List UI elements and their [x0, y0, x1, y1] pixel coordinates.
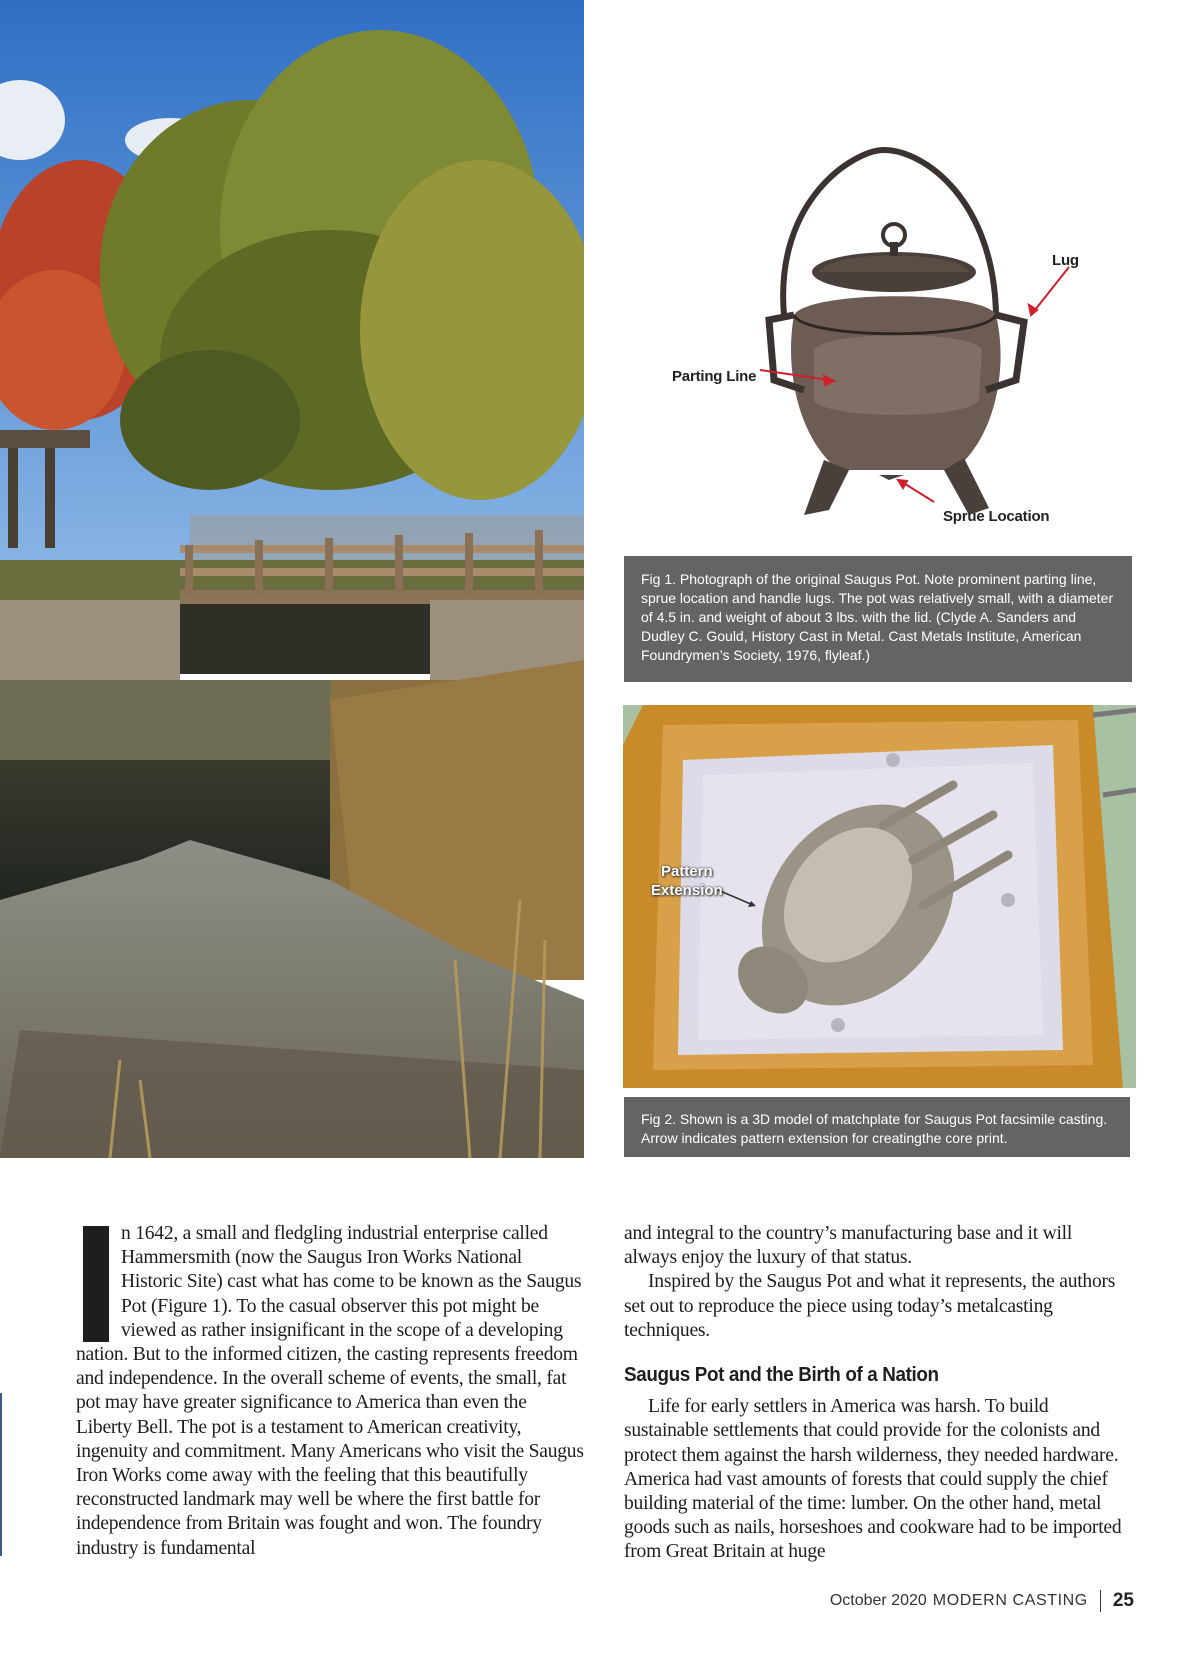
landscape-photo: [0, 0, 584, 1158]
article-paragraph: n 1642, a small and fledgling industrial enterprise called Hammersmith (now the Saugus Iron Works National Historic Site) cast what has come to be known as the Saugus Pot (Figure 1). To the casual observer this pot might be viewed as rather insignificant in the scope of a developing nation. But to the informed citizen, the casting represents freedom and independence. In the overall scheme of events, the small, fat pot may have greater significance to America than even the Liberty Bell. The pot is a testament to American creativity, ingenuity and commitment. Many Americans who visit the Saugus Iron Works come away with the feeling that this beautifully reconstructed landmark may well be where the first battle for independence from Britain was fought and won. The foundry industry is fundamental: [76, 1223, 584, 1559]
article-paragraph: Inspired by the Saugus Pot and what it represents, the authors set out to reproduce the piece using today’s metalcasting techniques.: [624, 1271, 1116, 1341]
page-number: 25: [1112, 1590, 1134, 1611]
sprue-location-callout: Sprue Location: [943, 508, 1050, 525]
page-footer: [830, 1590, 1134, 1612]
issue-date: October 2020: [829, 1592, 927, 1609]
article-left-column: [76, 1222, 586, 1561]
parting-line-callout: Parting Line: [672, 368, 757, 385]
margin-accent-bar: [0, 1393, 2, 1556]
saugus-pot-photo: [624, 140, 1134, 540]
section-heading: Saugus Pot and the Birth of a Nation: [624, 1363, 939, 1387]
article-right-column: [624, 1222, 1128, 1565]
lug-callout: Lug: [1052, 252, 1079, 269]
footer-divider: [1100, 1590, 1101, 1612]
fig2-caption: Fig 2. Shown is a 3D model of matchplate for Saugus Pot facsimile casting. Arrow indicates pattern extension for creatingthe core print.: [624, 1097, 1130, 1157]
article-paragraph: Life for early settlers in America was harsh. To build sustainable settlements that could provide for the colonists and protect them against the harsh wilderness, they needed hardware. America had vast amounts of forests that could supply the chief building material of the time: lumber. On the other hand, metal goods such as nails, horseshoes and cookware had to be imported from Great Britain at huge: [624, 1396, 1122, 1563]
pattern-extension-label: Pattern Extension: [651, 863, 723, 899]
fig1-caption: Fig 1. Photograph of the original Saugus Pot. Note prominent parting line, sprue location and handle lugs. The pot was relatively small, with a diameter of 4.5 in. and weight of about 3 lbs. with the lid. (Clyde A. Sanders and Dudley C. Gould, History Cast in Metal. Cast Metals Institute, American Foundrymen’s Society, 1976, flyleaf.): [624, 556, 1132, 682]
magazine-name: MODERN CASTING: [932, 1592, 1088, 1609]
drop-cap-letter-i: [83, 1226, 109, 1342]
article-paragraph: and integral to the country’s manufacturing base and it will always enjoy the luxury of that status.: [624, 1223, 1073, 1269]
